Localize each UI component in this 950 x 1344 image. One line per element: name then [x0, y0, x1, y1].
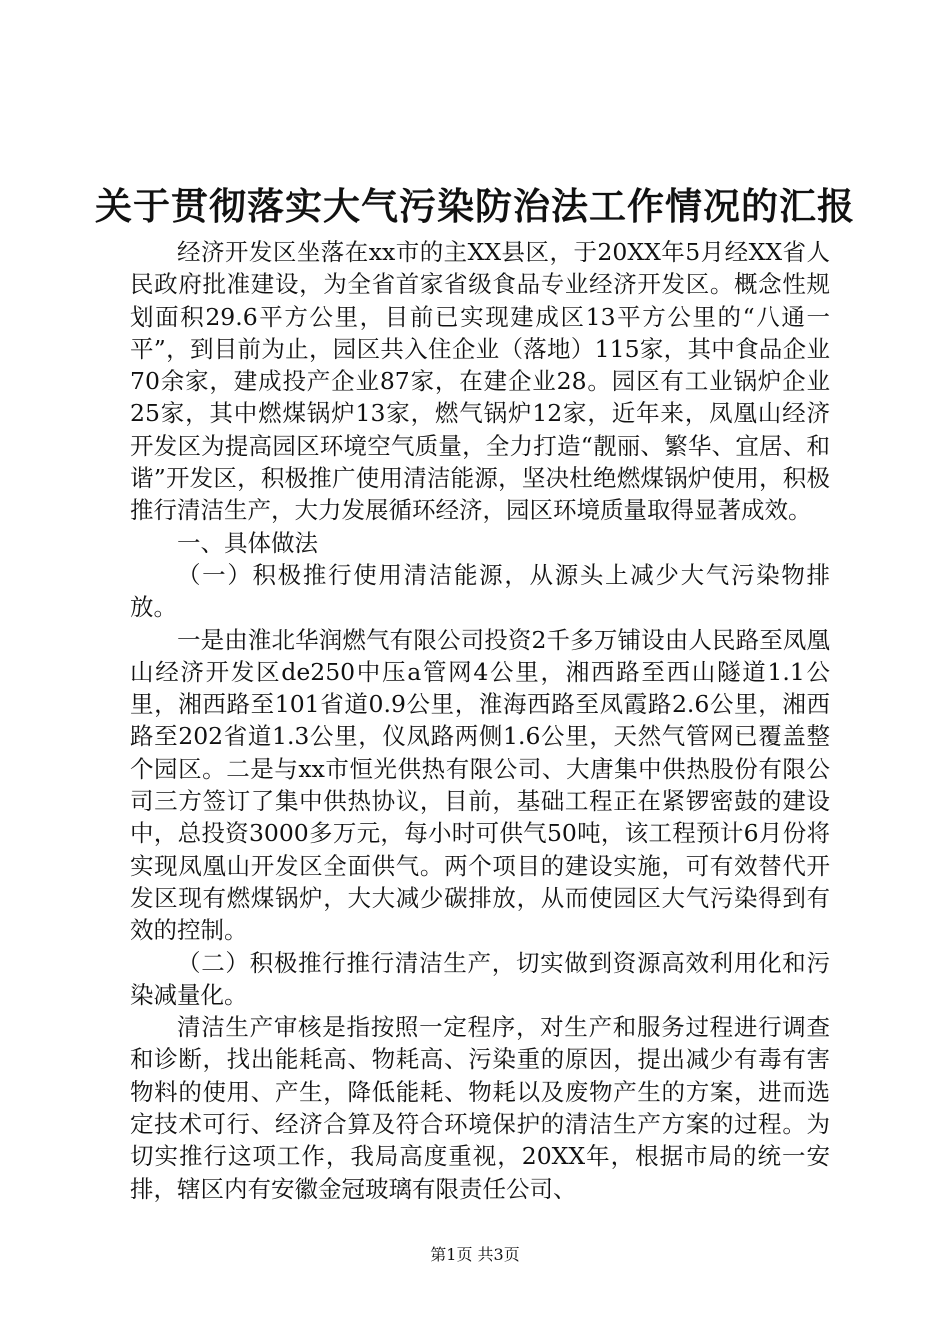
- subsection-heading-2: （二）积极推行推行清洁生产，切实做到资源高效利用化和污染减量化。: [130, 948, 830, 1009]
- section-heading-1: 一、具体做法: [177, 528, 318, 557]
- paragraph-clean-production: 清洁生产审核是指按照一定程序，对生产和服务过程进行调查和诊断，找出能耗高、物耗高、污染重的原因，提出减少有毒有害物料的使用、产生，降低能耗、物耗以及废物产生的方案，进而选定技术可行、经济合算及符合环境保护的清洁生产方案的过程。为切实推行这项工作，我局高度重视，20XX年，根据市局的统一安排，辖区内有安徽金冠玻璃有限责任公司、: [130, 1013, 830, 1203]
- page-footer: 第1页 共3页: [430, 1245, 520, 1264]
- paragraph-intro: 经济开发区坐落在xx市的主XX县区，于20XX年5月经XX省人民政府批准建设，为全省首家省级食品专业经济开发区。概念性规划面积29.6平方公里，目前已实现建成区13平方公里的“八通一平”，到目前为止，园区共入住企业（落地）115家，其中食品企业70余家，建成投产企业87家，在建企业28。园区有工业锅炉企业25家，其中燃煤锅炉13家，燃气锅炉12家，近年来，凤凰山经济开发区为提高园区环境空气质量，全力打造“靓丽、繁华、宜居、和谐”开发区，积极推广使用清洁能源，坚决杜绝燃煤锅炉使用，积极推行清洁生产，大力发展循环经济，园区环境质量取得显著成效。: [130, 238, 830, 525]
- subsection-heading-1: （一）积极推行使用清洁能源，从源头上减少大气污染物排放。: [130, 560, 830, 622]
- paragraph-clean-energy: 一是由淮北华润燃气有限公司投资2千多万铺设由人民路至凤凰山经济开发区de250中压a管网4公里，湘西路至西山隧道1.1公里，湘西路至101省道0.9公里，淮海西路至凤霞路2.6公里，湘西路至202省道1.3公里，仪凤路两侧1.6公里，天然气管网已覆盖整个园区。二是与xx市恒光供热有限公司、大唐集中供热股份有限公司三方签订了集中供热协议，目前，基础工程正在紧锣密鼓的建设中，总投资3000多万元，每小时可供气50吨，该工程预计6月份将实现凤凰山开发区全面供气。两个项目的建设实施，可有效替代开发区现有燃煤锅炉，大大减少碳排放，从而使园区大气污染得到有效的控制。: [130, 625, 830, 945]
- document-body: [130, 236, 830, 1205]
- document-title: 关于贯彻落实大气污染防治法工作情况的汇报: [95, 185, 855, 228]
